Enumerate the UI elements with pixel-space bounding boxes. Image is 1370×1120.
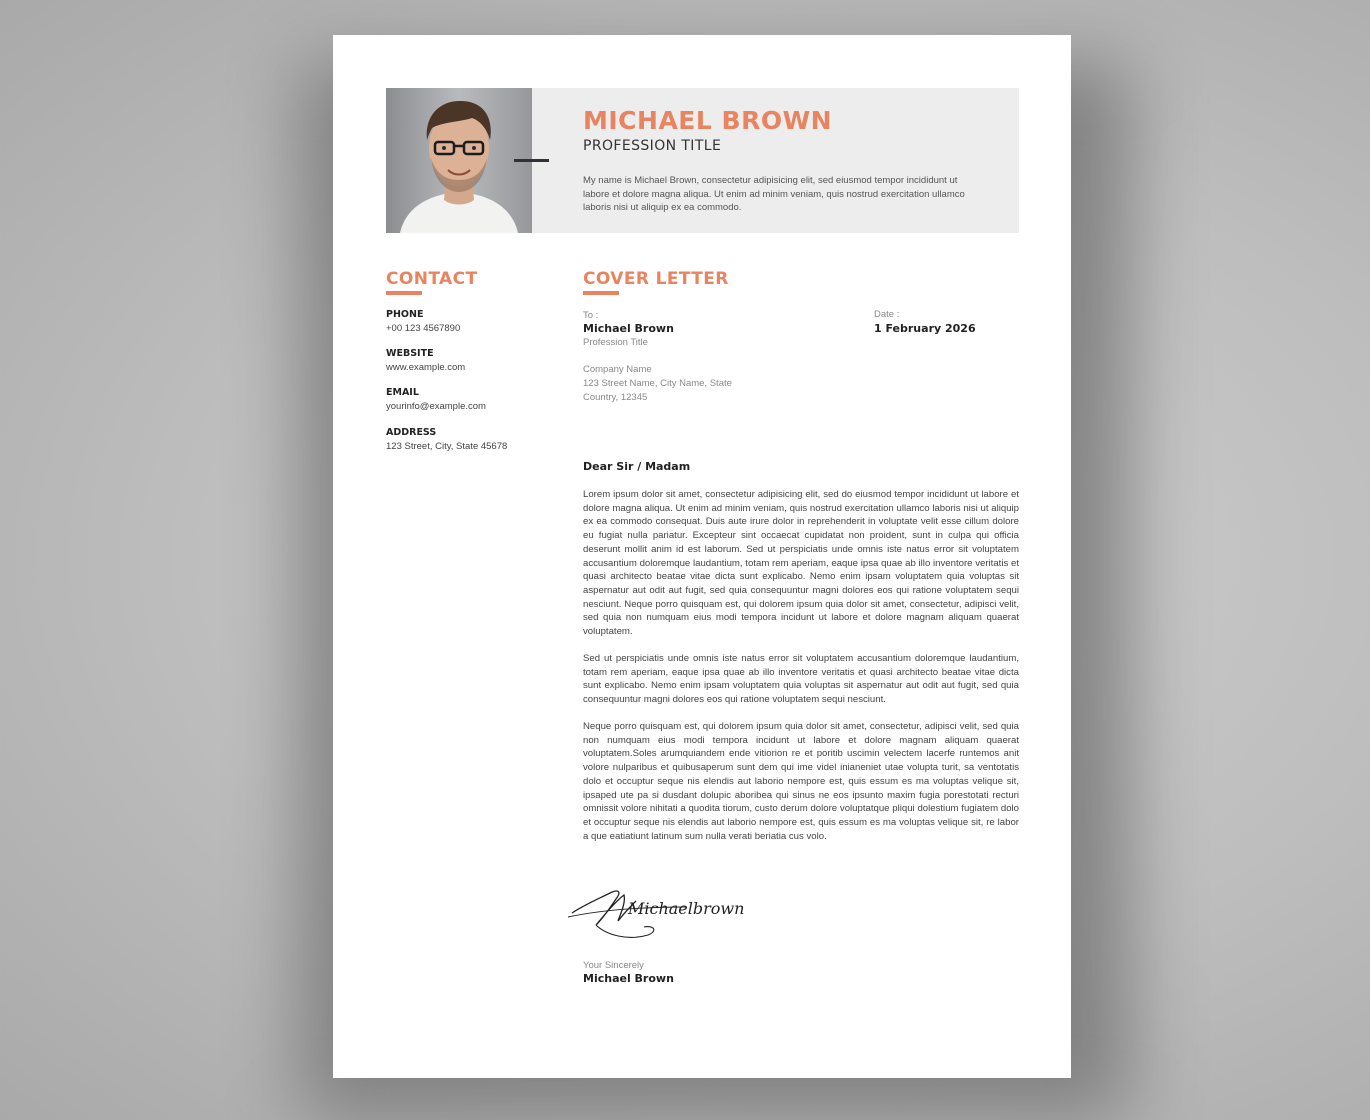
cover-letter-heading: COVER LETTER [583,269,729,289]
salutation: Dear Sir / Madam [583,460,691,473]
profession-title: PROFESSION TITLE [583,138,722,154]
phone-label: PHONE [386,309,424,320]
signature-text: Michaelbrown [628,899,745,918]
signature-script [566,877,746,945]
closing-text: Your Sincerely [583,960,644,971]
resume-page [333,35,1071,1078]
candidate-name: MICHAEL BROWN [583,106,833,135]
website-value: www.example.com [386,362,466,373]
address-value: 123 Street, City, State 45678 [386,441,508,452]
profile-photo-illustration [386,88,532,233]
company-name: Company Name [583,364,652,375]
website-label: WEBSITE [386,348,434,359]
company-address-line2: Country, 12345 [583,392,648,403]
date-label: Date : [874,309,900,320]
recipient-title: Profession Title [583,337,648,348]
letter-date: 1 February 2026 [874,322,976,335]
cover-letter-heading-underline [583,291,619,295]
contact-heading: CONTACT [386,269,478,289]
to-label: To : [583,310,599,321]
phone-value: +00 123 4567890 [386,323,461,334]
company-address-line1: 123 Street Name, City Name, State [583,378,732,389]
address-label: ADDRESS [386,427,437,438]
email-label: EMAIL [386,387,419,398]
recipient-name: Michael Brown [583,322,674,335]
email-value: yourinfo@example.com [386,401,486,412]
intro-text: My name is Michael Brown, consectetur adipisicing elit, sed eiusmod tempor incididunt ut labore et dolore magna aliqua. Ut enim ad minim veniam, quis nostrud exercitation ullamco laboris nisi ut aliquip ex ea commodo. [583,175,965,214]
letter-paragraph-3: Neque porro quisquam est, qui dolorem ipsum quia dolor sit amet, consectetur, adipisci velit, sed quia non numquam eius modi tempora incidunt ut labore et dolore magnam aliquam quaerat voluptatem.Soles arumquiandem ende vitiorion re et poritib uscimin velectem lacerfe runtemos anit volore nulparibus et quibusaperum sunt dem qui ime videl inianeniet utae volupta turit, sa ventotatis dolo et occuptur seque nis elendis aut laborio nempore est, quis essum es ma voluptas velique sit, ipsaped ute pa si dusdant dolupic aboribea qui sinus ne eos ipsunto maxim fugia porestotati recturi omnissit volore nihitati a quodita tiorum, custo derum dolore voluptatque pliqui dolestium fugiatem dolo et occuptur seque nis elendis aut laborio nempore est, quis essum es ma voluptas velique sit, re labor a que eatiatiunt latinum sum nulla verati beriatia cus volo. [583,721,1019,842]
contact-heading-underline [386,291,422,295]
sender-name: Michael Brown [583,972,674,985]
header-accent-dash [514,159,549,162]
profile-photo [386,88,532,233]
letter-paragraph-2: Sed ut perspiciatis unde omnis iste natus error sit voluptatem accusantium doloremque laudantium, totam rem aperiam, eaque ipsa quae ab illo inventore veritatis et quasi architecto beatae vitae dicta sunt explicabo. Nemo enim ipsam voluptatem quia voluptas sit aspernatur aut odit aut fugit, sed quia consequuntur magni dolores eos qui ratione voluptatem sequi nesciunt. [583,653,1019,706]
handwritten-signature [566,877,746,945]
letter-paragraph-1: Lorem ipsum dolor sit amet, consectetur adipisicing elit, sed do eiusmod tempor incididunt ut labore et dolore magna aliqua. Ut enim ad minim veniam, quis nostrud exercitation ullamco laboris nisi ut aliquip ex ea commodo consequat. Duis aute irure dolor in reprehenderit in voluptate velit esse cillum dolore eu fugiat nulla pariatur. Excepteur sint occaecat cupidatat non proident, sunt in culpa qui officia deserunt mollit anim id est laborum. Sed ut perspiciatis unde omnis iste natus error sit voluptatem accusantium doloremque laudantium, totam rem aperiam, eaque ipsa quae ab illo inventore veritatis et quasi architecto beatae vitae dicta sunt explicabo. Nemo enim ipsam voluptatem quia voluptas sit aspernatur aut odit aut fugit, sed quia consequuntur magni dolores eos qui ratione voluptatem sequi nesciunt. Neque porro quisquam est, qui dolorem ipsum quia dolor sit amet, consectetur, adipisci velit, sed quia non numquam eius modi tempora incidunt ut labore et dolore magnam aliquam quaerat voluptatem. [583,489,1019,638]
